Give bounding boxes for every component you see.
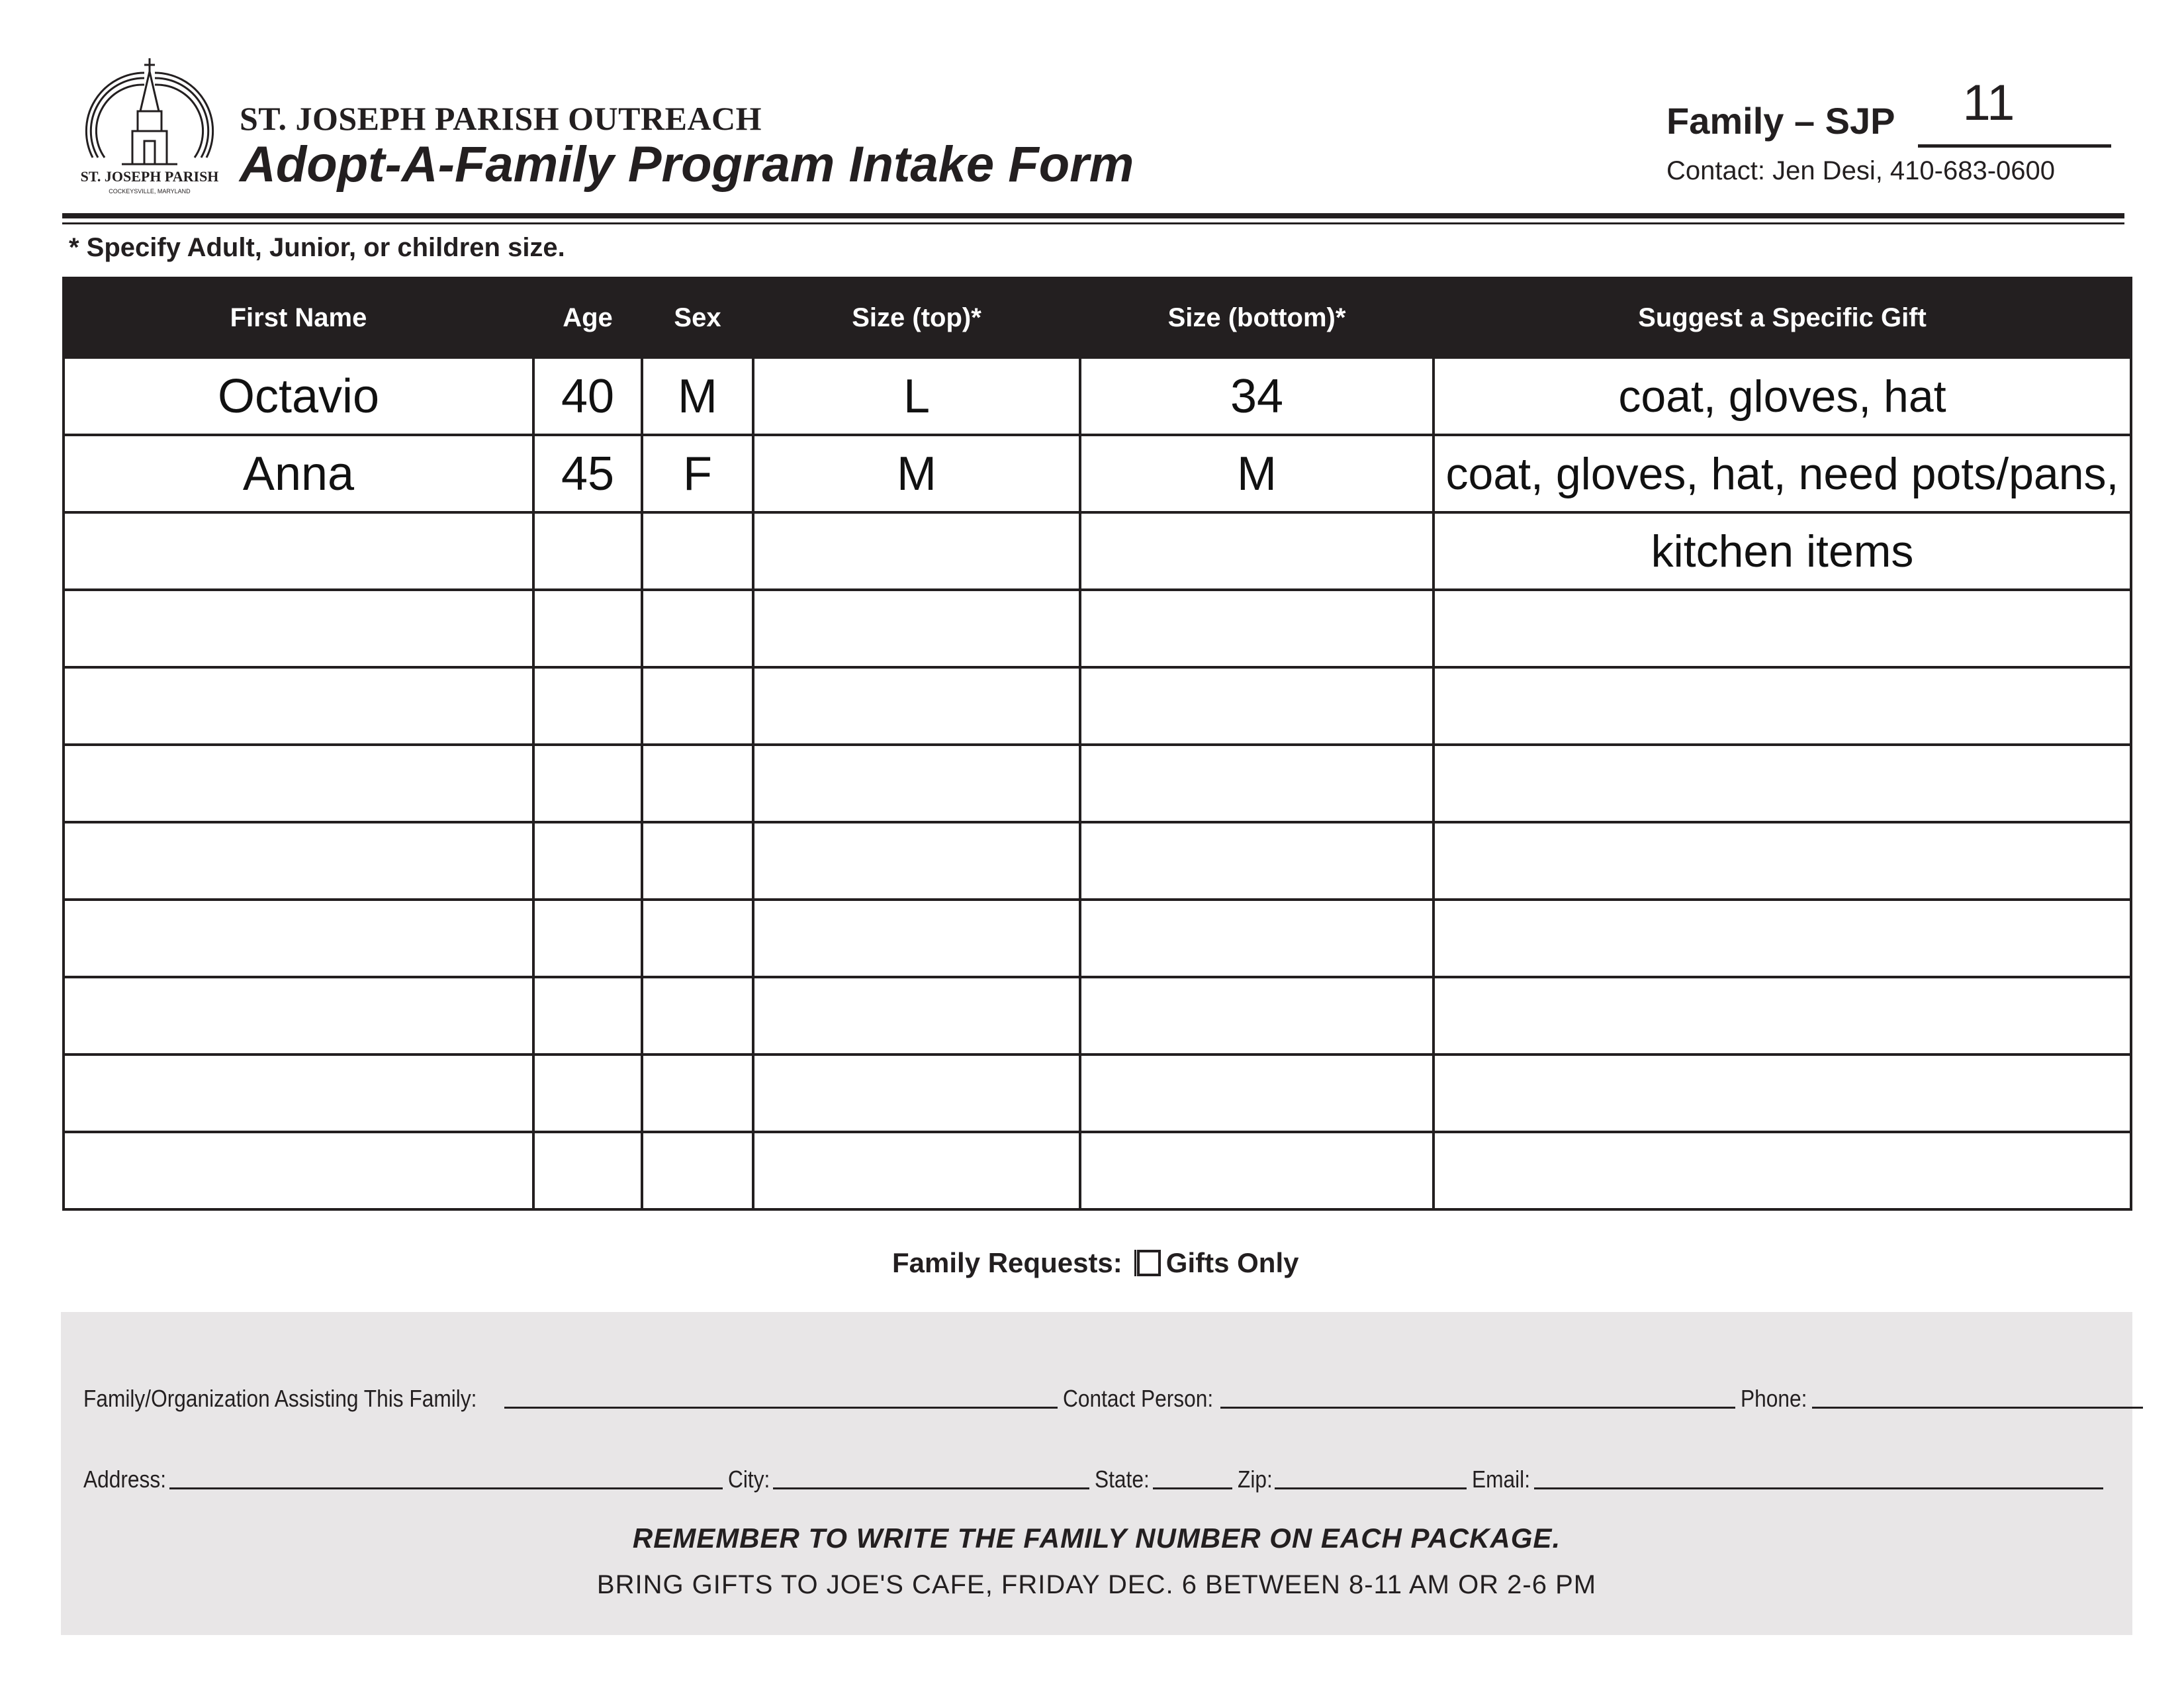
cell-first-name[interactable] [64,745,533,822]
form-title: Adopt-A-Family Program Intake Form [240,136,1134,193]
assist-row-2 [83,1466,2109,1493]
table-row [64,512,2131,590]
cell-sex[interactable]: F [642,435,753,512]
cell-size-top[interactable]: M [753,435,1080,512]
cell-size-top[interactable] [753,1055,1080,1132]
cell-gift[interactable]: coat, gloves, hat [1433,357,2131,435]
cell-size-top[interactable] [753,745,1080,822]
cell-size-bottom[interactable] [1080,590,1433,667]
cell-first-name[interactable] [64,512,533,590]
drop-off-instructions: BRING GIFTS TO JOE'S CAFE, FRIDAY DEC. 6 BETWEEN 8-11 AM OR 2-6 PM [596,1570,1597,1599]
header-divider-thick [62,213,2124,218]
cell-gift[interactable] [1433,1055,2131,1132]
col-header-sex: Sex [642,278,753,357]
cell-first-name[interactable] [64,1132,533,1209]
assisting-family-panel [61,1312,2132,1635]
cell-first-name[interactable] [64,590,533,667]
size-note: * Specify Adult, Junior, or children size. [69,233,565,262]
cell-age[interactable]: 40 [533,357,642,435]
cell-gift[interactable] [1433,745,2131,822]
gifts-only-checkbox[interactable] [1137,1250,1161,1276]
address-field[interactable] [169,1487,723,1489]
table-row [64,900,2131,977]
org-name: ST. JOSEPH PARISH OUTREACH [240,100,762,137]
email-field[interactable] [1534,1487,2103,1489]
cell-age[interactable]: 45 [533,435,642,512]
church-steeple-icon [78,58,221,200]
cell-sex[interactable]: M [642,357,753,435]
city-field[interactable] [773,1487,1089,1489]
email-label: Email: [1472,1466,1531,1493]
phone-field[interactable] [1812,1407,2143,1409]
family-number-field[interactable] [1918,144,2111,148]
cell-gift[interactable] [1433,900,2131,977]
zip-label: Zip: [1238,1466,1273,1493]
table-row [64,435,2131,512]
table-row [64,357,2131,435]
table-row [64,590,2131,667]
family-org-field[interactable] [504,1407,1058,1409]
col-header-size-bottom: Size (bottom)* [1080,278,1433,357]
cell-sex[interactable] [642,1055,753,1132]
cell-sex[interactable] [642,822,753,900]
contact-person-field[interactable] [1220,1407,1735,1409]
cell-first-name[interactable] [64,977,533,1055]
state-label: State: [1095,1466,1150,1493]
cell-first-name[interactable]: Octavio [64,357,533,435]
phone-label: Phone: [1740,1385,1807,1412]
svg-text:COCKEYSVILLE, MARYLAND: COCKEYSVILLE, MARYLAND [109,188,191,195]
cell-first-name[interactable]: Anna [64,435,533,512]
cell-size-top[interactable] [753,977,1080,1055]
col-header-gift: Suggest a Specific Gift [1433,278,2131,357]
cell-size-top[interactable]: L [753,357,1080,435]
cell-sex[interactable] [642,977,753,1055]
cell-size-top[interactable] [753,822,1080,900]
cell-first-name[interactable] [64,667,533,745]
cell-age[interactable] [533,590,642,667]
cell-age[interactable] [533,1055,642,1132]
col-header-size-top: Size (top)* [753,278,1080,357]
cell-gift[interactable] [1433,822,2131,900]
family-members-table [62,277,2130,1214]
contact-person-label: Contact Person: [1062,1385,1213,1412]
header-divider-thin [62,222,2124,224]
cell-sex[interactable] [642,512,753,590]
table-row [64,667,2131,745]
cell-sex[interactable] [642,667,753,745]
city-label: City: [728,1466,770,1493]
cell-sex[interactable] [642,590,753,667]
cell-size-top[interactable] [753,667,1080,745]
cell-size-bottom[interactable]: M [1080,435,1433,512]
cell-size-bottom[interactable]: 34 [1080,357,1433,435]
table-row [64,1055,2131,1132]
state-field[interactable] [1153,1487,1232,1489]
contact-info: Contact: Jen Desi, 410-683-0600 [1666,156,2056,185]
table-row [64,822,2131,900]
cell-gift[interactable]: kitchen items [1433,512,2131,590]
svg-text:ST. JOSEPH PARISH: ST. JOSEPH PARISH [80,168,219,185]
cell-size-top[interactable] [753,900,1080,977]
cell-size-bottom[interactable] [1080,977,1433,1055]
table-row [64,745,2131,822]
table-row [64,977,2131,1055]
family-number-value: 11 [1962,75,2015,131]
cell-gift[interactable] [1433,590,2131,667]
parish-logo [78,58,221,200]
cell-sex[interactable] [642,745,753,822]
cell-size-bottom[interactable] [1080,822,1433,900]
family-requests [892,1247,1298,1279]
cell-size-bottom[interactable] [1080,1055,1433,1132]
address-label: Address: [83,1466,167,1493]
cell-size-bottom[interactable] [1080,667,1433,745]
cell-first-name[interactable] [64,1055,533,1132]
cell-age[interactable] [533,900,642,977]
cell-first-name[interactable] [64,822,533,900]
cell-age[interactable] [533,512,642,590]
cell-first-name[interactable] [64,900,533,977]
table-header-row [64,278,2131,357]
cell-gift[interactable]: coat, gloves, hat, need pots/pans, [1433,435,2131,512]
cell-size-bottom[interactable] [1080,900,1433,977]
reminder-note: REMEMBER TO WRITE THE FAMILY NUMBER ON EACH PACKAGE. [632,1523,1561,1554]
assist-row-1 [83,1385,2148,1413]
cell-size-top[interactable] [753,1132,1080,1209]
cell-age[interactable] [533,822,642,900]
col-header-age: Age [533,278,642,357]
cell-sex[interactable] [642,1132,753,1209]
cell-age[interactable] [533,977,642,1055]
cell-gift[interactable] [1433,667,2131,745]
cell-age[interactable] [533,745,642,822]
col-header-first-name: First Name [64,278,533,357]
family-org-label: Family/Organization Assisting This Family: [83,1385,477,1412]
cell-age[interactable] [533,1132,642,1209]
cell-age[interactable] [533,667,642,745]
cell-size-bottom[interactable] [1080,1132,1433,1209]
cell-size-top[interactable] [753,590,1080,667]
family-label: Family – SJP [1666,100,1895,142]
zip-field[interactable] [1275,1487,1467,1489]
cell-gift[interactable] [1433,977,2131,1055]
cell-sex[interactable] [642,900,753,977]
cell-size-top[interactable] [753,512,1080,590]
cell-gift[interactable] [1433,1132,2131,1209]
cell-size-bottom[interactable] [1080,745,1433,822]
cell-size-bottom[interactable] [1080,512,1433,590]
gifts-only-label: Gifts Only [1165,1247,1299,1278]
family-requests-label: Family Requests: [892,1247,1122,1278]
table-row [64,1132,2131,1209]
